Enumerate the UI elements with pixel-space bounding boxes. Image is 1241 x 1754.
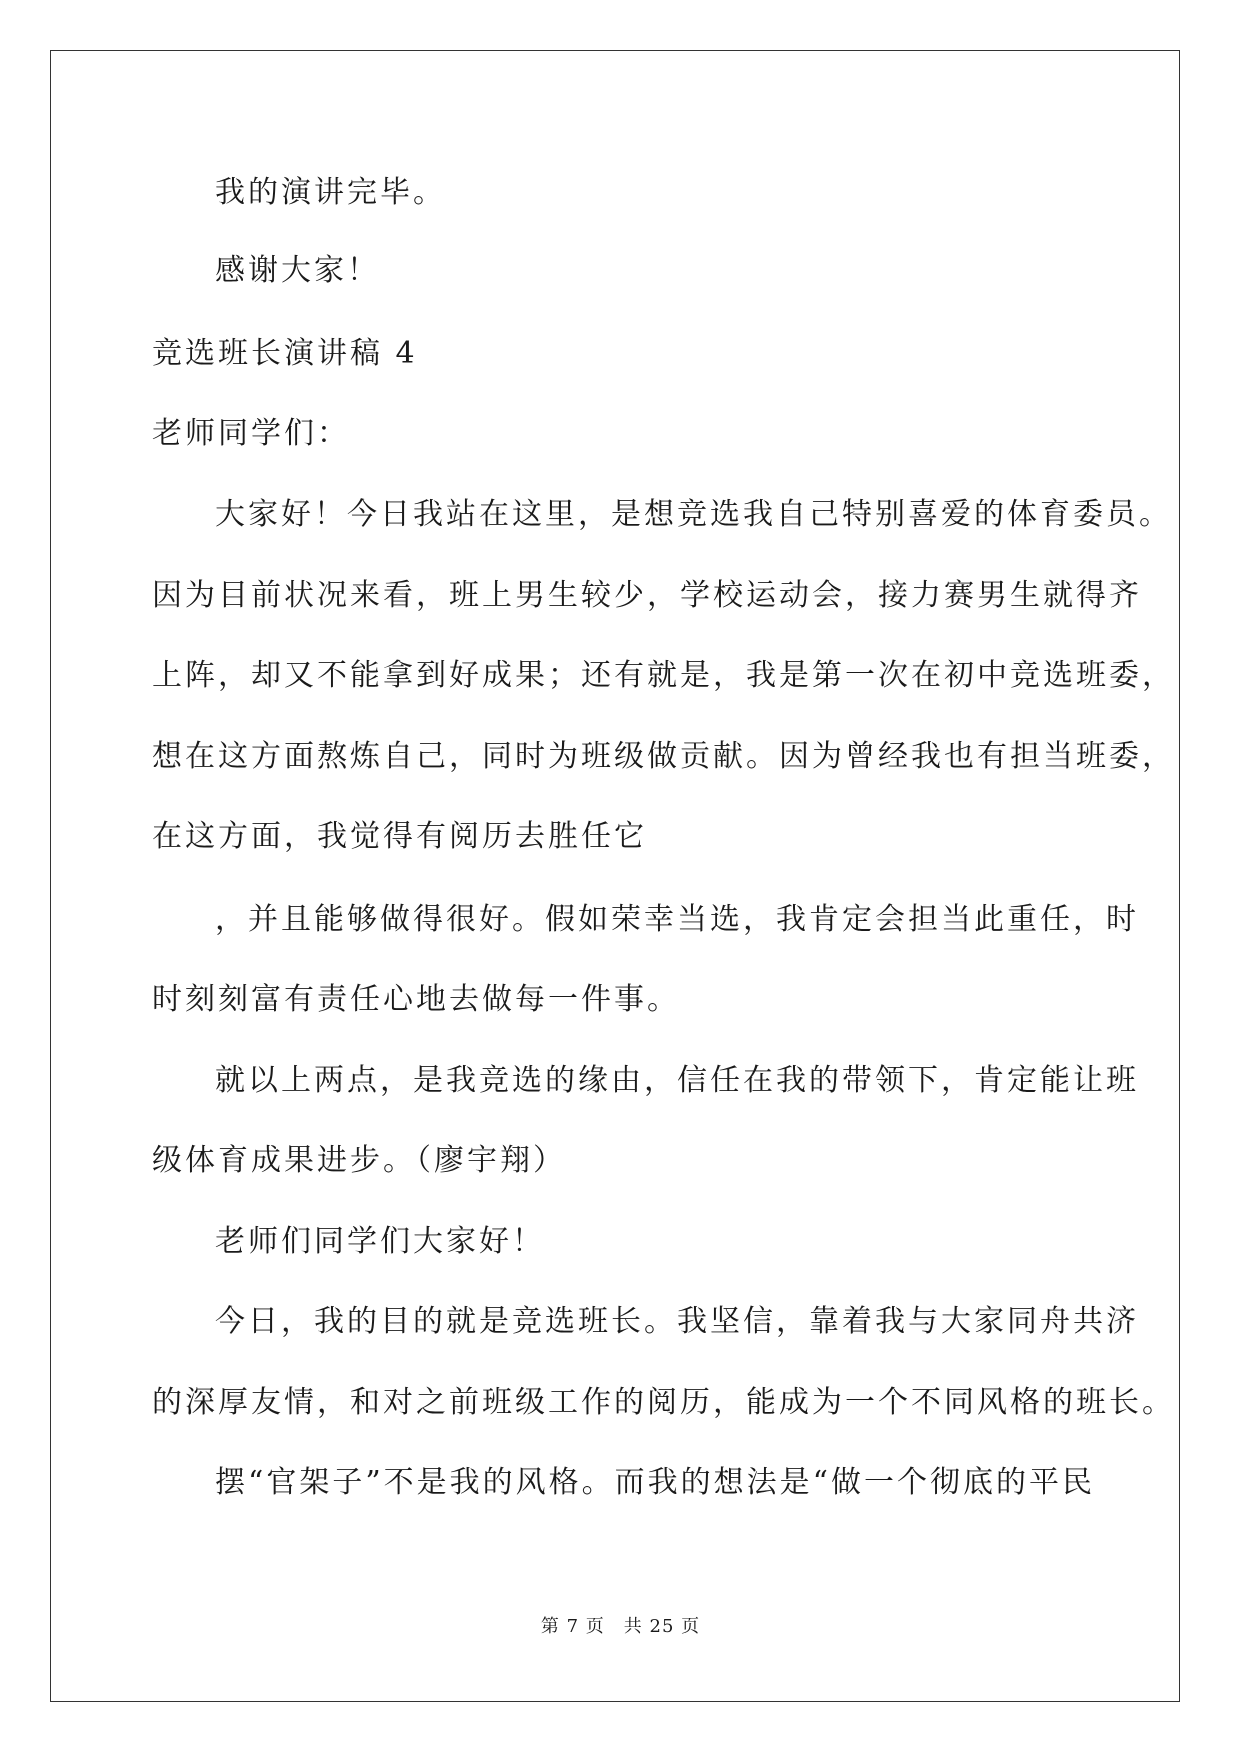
section-title: 竞选班长演讲稿 4 — [152, 336, 418, 371]
paragraph-line: 今日，我的目的就是竞选班长。我坚信，靠着我与大家同舟共济 — [215, 1304, 1139, 1339]
paragraph-line: 时刻刻富有责任心地去做每一件事。 — [152, 982, 680, 1017]
paragraph-line: ，并且能够做得很好。假如荣幸当选，我肯定会担当此重任，时 — [215, 902, 1139, 937]
paragraph-line: 因为目前状况来看，班上男生较少，学校运动会，接力赛男生就得齐 — [152, 578, 1142, 613]
paragraph-line: 感谢大家！ — [215, 253, 380, 288]
salutation: 老师同学们： — [152, 416, 350, 451]
paragraph-line: 就以上两点，是我竞选的缘由，信任在我的带领下，肯定能让班 — [215, 1063, 1139, 1098]
paragraph-line: 上阵，却又不能拿到好成果；还有就是，我是第一次在初中竞选班委， — [152, 658, 1175, 693]
page-number-footer: 第 7 页 共 25 页 — [540, 1616, 701, 1637]
paragraph-line: 大家好！今日我站在这里，是想竞选我自己特别喜爱的体育委员。 — [215, 497, 1172, 532]
paragraph-line: 我的演讲完毕。 — [215, 175, 446, 210]
paragraph-line: 级体育成果进步。（廖宇翔） — [152, 1143, 566, 1178]
paragraph-line: 在这方面，我觉得有阅历去胜任它 — [152, 819, 647, 854]
page-border — [50, 50, 1180, 1702]
paragraph-line: 摆“官架子”不是我的风格。而我的想法是“做一个彻底的平民 — [215, 1465, 1096, 1500]
paragraph-line: 想在这方面熬炼自己，同时为班级做贡献。因为曾经我也有担当班委， — [152, 739, 1175, 774]
paragraph-line: 的深厚友情，和对之前班级工作的阅历，能成为一个不同风格的班长。 — [152, 1385, 1175, 1420]
salutation: 老师们同学们大家好！ — [215, 1224, 545, 1259]
